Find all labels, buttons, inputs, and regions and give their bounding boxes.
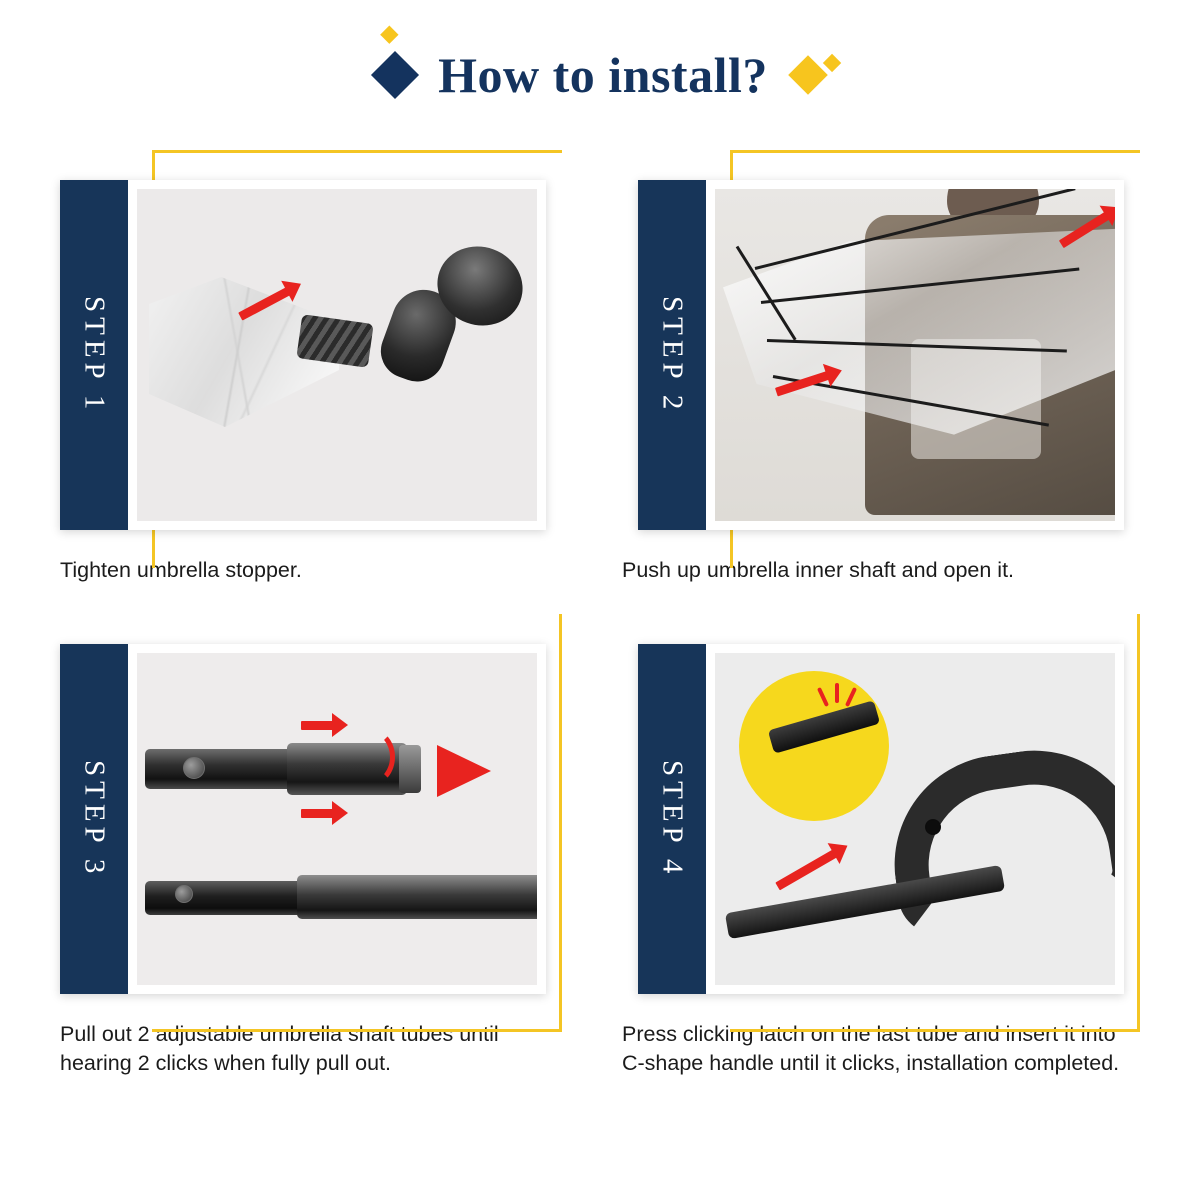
- step-badge-label-4: STEP 4: [656, 760, 689, 879]
- step-image-2: [715, 189, 1115, 521]
- pull-arrow-icon-bottom: [301, 809, 335, 818]
- step-badge-4: [638, 644, 706, 994]
- step-image-4: [715, 653, 1115, 985]
- step-photo-1: [60, 180, 546, 530]
- step-card-1: [36, 140, 596, 584]
- step-card-4: [614, 604, 1174, 1077]
- step-badge-label-2: STEP 2: [656, 295, 689, 415]
- step-card-3: [36, 604, 596, 1077]
- shaft-tube-lower-outer: [145, 881, 305, 915]
- zoom-highlight-circle: [739, 671, 889, 821]
- steps-grid: [0, 140, 1200, 1077]
- yellow-diamond-icon: [788, 55, 828, 95]
- step-badge-1: [60, 180, 128, 530]
- pull-arrow-icon-top: [301, 721, 335, 730]
- step-badge-2: [638, 180, 706, 530]
- step-image-1: [137, 189, 537, 521]
- page-title: How to install?: [438, 47, 768, 103]
- step-caption-3: Pull out 2 adjustable umbrella shaft tubes until hearing 2 clicks when fully pull out.: [60, 1022, 499, 1075]
- step-photo-2: [638, 180, 1124, 530]
- step-photo-3: [60, 644, 546, 994]
- step-badge-3: [60, 644, 128, 994]
- twist-arrow-icon: [349, 729, 395, 785]
- step-image-3: [137, 653, 537, 985]
- step-badge-label-3: STEP 3: [78, 760, 111, 879]
- step-photo-4: [638, 644, 1124, 994]
- click-spark-icon: [835, 683, 839, 703]
- step-caption-2: Push up umbrella inner shaft and open it.: [622, 558, 1015, 582]
- page-title-row: [0, 46, 1200, 104]
- pull-out-arrow-icon: [437, 745, 491, 797]
- step-card-2: [614, 140, 1174, 584]
- step-caption-1: Tighten umbrella stopper.: [60, 558, 302, 582]
- step-caption-4: Press clicking latch on the last tube and insert it into C-shape handle until it clicks, installation completed.: [622, 1022, 1120, 1075]
- shaft-tube-lower-inner: [297, 875, 537, 919]
- step-badge-label-1: STEP 1: [78, 295, 111, 415]
- shaft-tube-end: [399, 745, 421, 793]
- navy-diamond-icon: [371, 51, 419, 99]
- shaft-tube-outer: [145, 749, 295, 789]
